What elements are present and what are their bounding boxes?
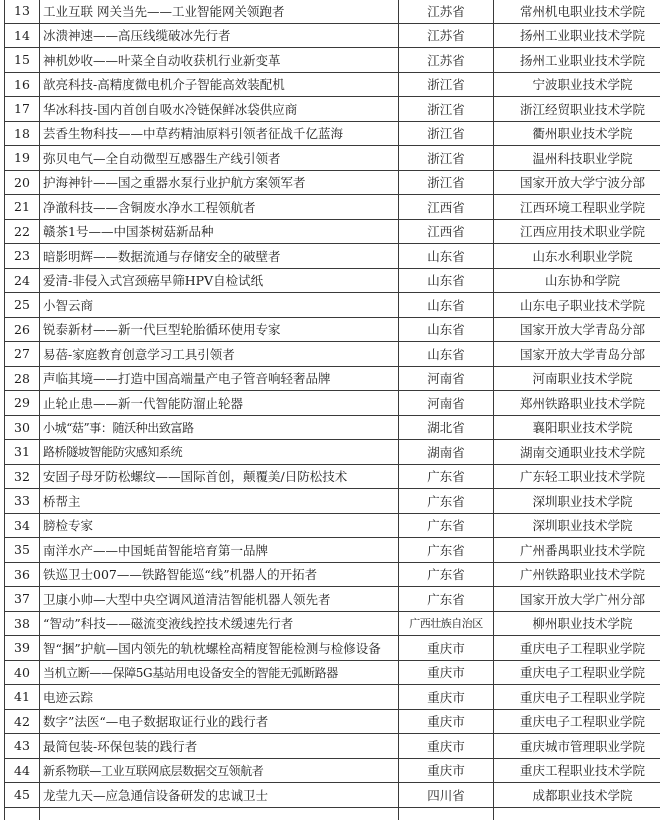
province: 浙江省 [399,97,494,122]
school-name: 江西应用技术职业学院 [494,219,660,244]
row-number: 17 [5,97,40,122]
row-number: 18 [5,121,40,146]
province: 江西省 [399,219,494,244]
school-name: 湖南交通职业技术学院 [494,440,660,465]
province: 湖南省 [399,440,494,465]
table-row [5,0,660,23]
school-name: 宁波职业技术学院 [494,72,660,97]
school-name: 扬州工业职业技术学院 [494,48,660,73]
project-name: 安固子母牙防松螺纹——国际首创，颠覆美/日防松技术 [40,464,399,489]
document-page [4,0,655,820]
school-name: 郑州铁路职业技术学院 [494,391,660,416]
school-name: 国家开放大学宁波分部 [494,170,660,195]
row-number: 13 [5,0,40,23]
project-name: 神机妙收——叶菜全自动收获机行业新变革 [40,48,399,73]
project-name: 赣茶1号——中国茶树菇新品种 [40,219,399,244]
row-number: 42 [5,709,40,734]
table-row [5,219,660,244]
school-name: 温州科技职业学院 [494,146,660,171]
province: 江苏省 [399,48,494,73]
project-name: 铁巡卫士007——铁路智能巡“线”机器人的开拓者 [40,562,399,587]
project-name: 冰溃神速——高压线缆破冰先行者 [40,23,399,48]
school-name: 山东电子职业技术学院 [494,293,660,318]
row-number: 44 [5,758,40,783]
province: 山东省 [399,244,494,269]
province: 重庆市 [399,636,494,661]
table-row [5,391,660,416]
school-name: 广东轻工职业技术学院 [494,464,660,489]
table-row [5,464,660,489]
row-number: 43 [5,734,40,759]
table-row [5,23,660,48]
school-name: 重庆城市管理职业学院 [494,734,660,759]
row-number: 28 [5,366,40,391]
province: 广东省 [399,587,494,612]
row-number: 39 [5,636,40,661]
row-number: 35 [5,538,40,563]
empty-cell [494,807,660,820]
row-number: 41 [5,685,40,710]
table-row [5,734,660,759]
project-name: 芸香生物科技——中草药精油原料引领者征战千亿蓝海 [40,121,399,146]
school-name: 江西环境工程职业学院 [494,195,660,220]
project-name: 新系物联—工业互联网底层数据交互领航者 [40,758,399,783]
province: 重庆市 [399,709,494,734]
project-name: 南洋水产——中国蚝苗智能培育第一品牌 [40,538,399,563]
table-row [5,489,660,514]
province: 广东省 [399,538,494,563]
empty-cell [5,807,40,820]
row-number: 37 [5,587,40,612]
table-row [5,195,660,220]
row-number: 23 [5,244,40,269]
project-name: 护海神针——国之重器水泵行业护航方案领军者 [40,170,399,195]
province: 广东省 [399,489,494,514]
table-body [5,0,660,820]
province: 河南省 [399,391,494,416]
province: 山东省 [399,268,494,293]
table-row [5,513,660,538]
province: 广东省 [399,562,494,587]
project-name: 声临其境——打造中国高端量产电子管音响轻奢品牌 [40,366,399,391]
project-name: 暗影明辉——数据流通与存储安全的破壁者 [40,244,399,269]
project-name: 数字”法医“—电子数据取证行业的践行者 [40,709,399,734]
school-name: 重庆电子工程职业学院 [494,685,660,710]
project-name: 智“捆”护航—国内领先的轨枕螺栓高精度智能检测与检修设备 [40,636,399,661]
table-row [5,587,660,612]
school-name: 重庆电子工程职业学院 [494,709,660,734]
project-name: 路桥隧坡智能防灾感知系统 [40,440,399,465]
project-name: 小城“菇”事：随沃种出致富路 [40,415,399,440]
table-row [5,758,660,783]
table-row [5,121,660,146]
school-name: 国家开放大学青岛分部 [494,342,660,367]
project-name: 桥帮主 [40,489,399,514]
project-name: 电迹云踪 [40,685,399,710]
table-row [5,366,660,391]
row-number: 38 [5,611,40,636]
row-number: 25 [5,293,40,318]
row-number: 32 [5,464,40,489]
province: 浙江省 [399,72,494,97]
table-row-partial [5,807,660,820]
table-row [5,72,660,97]
row-number: 45 [5,783,40,808]
row-number: 29 [5,391,40,416]
province: 浙江省 [399,146,494,171]
province: 广东省 [399,464,494,489]
province: 河南省 [399,366,494,391]
project-name: 当机立断——保障5G基站用电设备安全的智能无弧断路器 [40,660,399,685]
school-name: 山东协和学院 [494,268,660,293]
province: 重庆市 [399,660,494,685]
project-name: 卫康小帅—大型中央空调风道清洁智能机器人领先者 [40,587,399,612]
empty-cell [399,807,494,820]
province: 浙江省 [399,170,494,195]
table-row [5,660,660,685]
province: 重庆市 [399,685,494,710]
row-number: 27 [5,342,40,367]
province: 浙江省 [399,121,494,146]
school-name: 浙江经贸职业技术学院 [494,97,660,122]
table-row [5,709,660,734]
row-number: 31 [5,440,40,465]
row-number: 16 [5,72,40,97]
project-name: 歆亮科技-高精度微电机介子智能高效装配机 [40,72,399,97]
row-number: 20 [5,170,40,195]
row-number: 26 [5,317,40,342]
school-name: 重庆工程职业技术学院 [494,758,660,783]
project-name: 膀检专家 [40,513,399,538]
school-name: 国家开放大学青岛分部 [494,317,660,342]
table-row [5,440,660,465]
row-number: 19 [5,146,40,171]
school-name: 扬州工业职业技术学院 [494,23,660,48]
table-row [5,611,660,636]
table-row [5,636,660,661]
row-number: 40 [5,660,40,685]
project-name: 最简包装-环保包装的践行者 [40,734,399,759]
table-row [5,170,660,195]
province: 湖北省 [399,415,494,440]
school-name: 国家开放大学广州分部 [494,587,660,612]
row-number: 33 [5,489,40,514]
province: 山东省 [399,293,494,318]
school-name: 重庆电子工程职业学院 [494,660,660,685]
table-row [5,685,660,710]
project-name: 净澈科技——含铜废水净水工程领航者 [40,195,399,220]
project-name: 华冰科技-国内首创自吸水冷链保鲜冰袋供应商 [40,97,399,122]
school-name: 衢州职业技术学院 [494,121,660,146]
school-name: 广州铁路职业技术学院 [494,562,660,587]
school-name: 成都职业技术学院 [494,783,660,808]
row-number: 21 [5,195,40,220]
project-name: 爱清-非侵入式宫颈癌早筛HPV自检试纸 [40,268,399,293]
province: 广东省 [399,513,494,538]
row-number: 24 [5,268,40,293]
project-table [4,0,660,820]
school-name: 柳州职业技术学院 [494,611,660,636]
province: 四川省 [399,783,494,808]
province: 山东省 [399,342,494,367]
table-row [5,317,660,342]
table-row [5,244,660,269]
table-row [5,342,660,367]
school-name: 常州机电职业技术学院 [494,0,660,23]
province: 山东省 [399,317,494,342]
table-row [5,97,660,122]
table-row [5,538,660,563]
province: 江苏省 [399,0,494,23]
project-name: 锐泰新材——新一代巨型轮胎循环使用专家 [40,317,399,342]
project-name: 弥贝电气—全自动微型互感器生产线引领者 [40,146,399,171]
school-name: 襄阳职业技术学院 [494,415,660,440]
province: 广西壮族自治区 [399,611,494,636]
table-row [5,293,660,318]
province: 江西省 [399,195,494,220]
project-name: 止轮止患——新一代智能防溜止轮器 [40,391,399,416]
project-name: “智动”科技——磁流变液线控技术缓速先行者 [40,611,399,636]
row-number: 14 [5,23,40,48]
school-name: 山东水利职业学院 [494,244,660,269]
table-row [5,562,660,587]
province: 重庆市 [399,734,494,759]
empty-cell [40,807,399,820]
province: 江苏省 [399,23,494,48]
project-name: 小智云商 [40,293,399,318]
school-name: 深圳职业技术学院 [494,489,660,514]
row-number: 36 [5,562,40,587]
school-name: 深圳职业技术学院 [494,513,660,538]
school-name: 广州番禺职业技术学院 [494,538,660,563]
row-number: 30 [5,415,40,440]
project-name: 工业互联 网关当先——工业智能网关领跑者 [40,0,399,23]
row-number: 34 [5,513,40,538]
school-name: 河南职业技术学院 [494,366,660,391]
province: 重庆市 [399,758,494,783]
table-row [5,415,660,440]
project-name: 龙莹九天—应急通信设备研发的忠诚卫士 [40,783,399,808]
school-name: 重庆电子工程职业学院 [494,636,660,661]
table-row [5,48,660,73]
row-number: 22 [5,219,40,244]
table-row [5,146,660,171]
table-row [5,268,660,293]
project-name: 易蓓-家庭教育创意学习工具引领者 [40,342,399,367]
row-number: 15 [5,48,40,73]
